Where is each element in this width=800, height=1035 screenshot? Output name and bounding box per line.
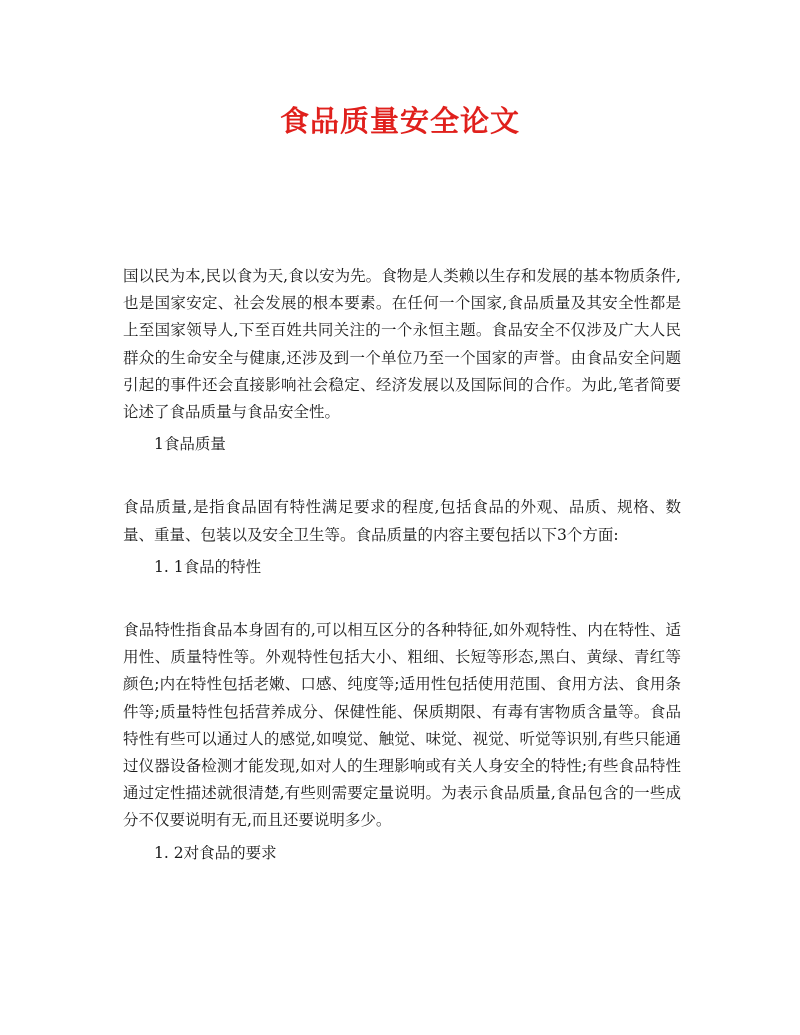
subsection-heading-food-characteristics: 1. 1食品的特性 [154, 557, 262, 576]
food-characteristics-paragraph: 食品特性指食品本身固有的,可以相互区分的各种特征,如外观特性、内在特性、适用性、质量特性等。外观特性包括大小、粗细、长短等形态,黑白、黄绿、青红等颜色;内在特性包括老嫩、口感、纯度等;适用性包括使用范围、食用方法、食用条件等;质量特性包括营养成分、保健性能、保质期限、有毒有害物质含量等。食品特性有些可以通过人的感觉,如嗅觉、触觉、味觉、视觉、听觉等识别,有些只能通过仪器设备检测才能发现,如对人的生理影响或有关人身安全的特性;有些食品特性通过定性描述就很清楚,有些则需要定量说明。为表示食品质量,食品包含的一些成分不仅要说明有无,而且还要说明多少。 [123, 621, 681, 830]
document-body [123, 263, 681, 867]
page-title: 食品质量安全论文 [279, 104, 520, 138]
intro-paragraph: 国以民为本,民以食为天,食以安为先。食物是人类赖以生存和发展的基本物质条件,也是国家安定、社会发展的根本要素。在任何一个国家,食品质量及其安全性都是上至国家领导人,下至百姓共同关注的一个永恒主题。食品安全不仅涉及广大人民群众的生命安全与健康,还涉及到一个单位乃至一个国家的声誉。由食品安全问题引起的事件还会直接影响社会稳定、经济发展以及国际间的合作。为此,笔者简要论述了食品质量与食品安全性。 [123, 267, 681, 422]
spacer [123, 581, 681, 617]
subsection-heading-food-requirements: 1. 2对食品的要求 [154, 843, 277, 862]
section-heading-food-quality: 1食品质量 [154, 435, 226, 454]
food-quality-paragraph: 食品质量,是指食品固有特性满足要求的程度,包括食品的外观、品质、规格、数量、重量、包装以及安全卫生等。食品质量的内容主要包括以下3个方面: [123, 498, 681, 544]
spacer [123, 458, 681, 494]
